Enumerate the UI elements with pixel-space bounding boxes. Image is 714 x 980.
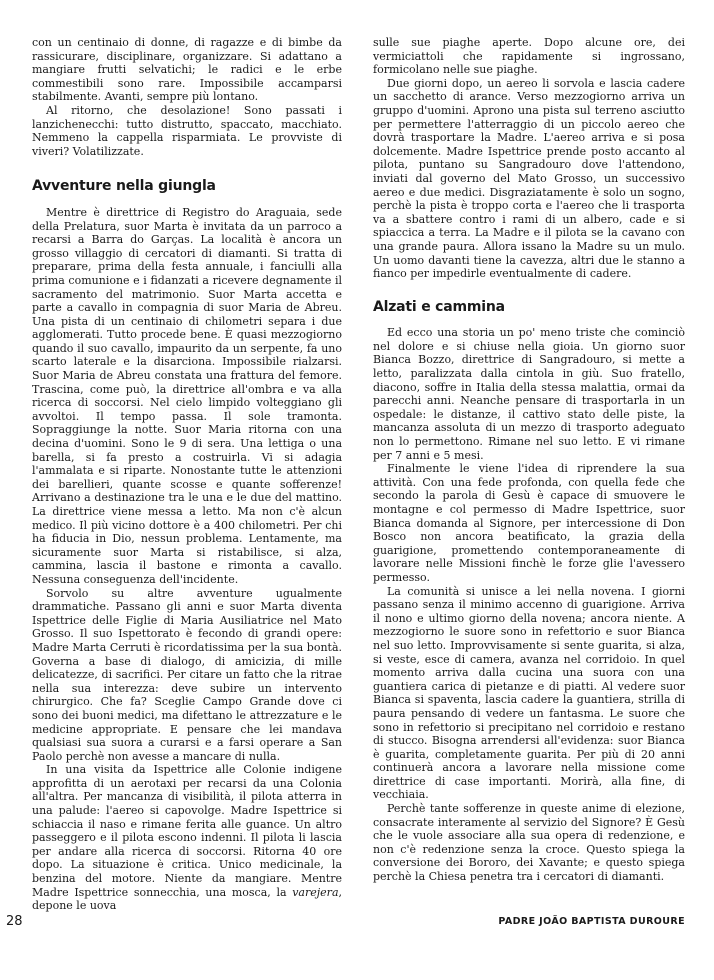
paragraph: con un centinaio di donne, di ragazze e di bimbe da rassicurare, disciplinare, organizzare. Si adattano a mangiare frutti selvatichi; le radici e le erbe commestibili sono rare. Impossibile accamparsi stabilmente. Avanti, sempre più lontano.: [32, 36, 342, 104]
right-column: [373, 36, 685, 884]
paragraph: Ed ecco una storia un po' meno triste che cominciò nel dolore e si chiuse nella gioia. Un giorno suor Bianca Bozzo, direttrice di Sangradouro, si mette a letto, paralizzata dalla cintola in giù. Suo fratello, diacono, soffre in Italia della stessa malattia, ormai da parecchi anni. Neanche pensare di trasportarla in un ospedale: le distanze, il cattivo stato delle piste, la mancanza assoluta di un mezzo di trasporto adeguato non lo permettono. Rimane nel suo letto. E vi rimane per 7 anni e 5 mesi.: [373, 326, 685, 462]
paragraph: Al ritorno, che desolazione! Sono passati i lanzichenecchi: tutto distrutto, spaccato, macchiato. Nemmeno la cappella risparmiata. Le provviste di viveri? Volatilizzate.: [32, 103, 342, 158]
paragraph: sulle sue piaghe aperte. Dopo alcune ore, dei vermiciattoli che rapidamente si ingrossano, formicolano nelle sue piaghe.: [373, 36, 685, 77]
closing-paragraph: Perchè tante sofferenze in queste anime di elezione, consacrate interamente al servizio del Signore? È Gesù che le vuole associare alla sua opera di redenzione, e non c'è redenzione senza la croce. Questo spiega la conversione dei Bororo, dei Xavante; e questo spiega perchè la Chiesa penetra tra i cercatori di diamanti.: [373, 802, 685, 884]
paragraph: Due giorni dopo, un aereo li sorvola e lascia cadere un sacchetto di arance. Verso mezzogiorno arriva un gruppo d'uomini. Aprono una pista sul terreno asciutto per permettere l'atterraggio di un piccolo aereo che dovrà trasportare la Madre. L'aereo arriva e si posa dolcemente. Madre Ispettrice prende posto accanto al pilota, puntano su Sangradouro dove l'attendono, inviati dal governo del Mato Grosso, un successivo aereo e due medici. Disgraziatamente è solo un sogno, perchè la pista è troppo corta e l'aereo che li trasporta va a sbattere contro i rami di un albero, cade e si spiaccica a terra. La Madre e il pilota se la cavano con una grande paura. Allora issano la Madre su un mulo. Un uomo davanti tiene la cavezza, altri due le stanno a fianco per impedirle eventualmente di cadere.: [373, 76, 685, 281]
left-column: [32, 36, 342, 913]
paragraph: Finalmente le viene l'idea di riprendere la sua attività. Con una fede profonda, con quella fede che secondo la parola di Gesù è capace di smuovere le montagne e col permesso di Madre Ispettrice, suor Bianca domanda al Signore, per intercessione di Don Bosco non ancora beatificato, la grazia della guarigione, promettendo contemporaneamente di lavorare nelle Missioni finchè le forze glie l'avessero permesso.: [373, 462, 685, 584]
author-signature: PADRE JOÃO BAPTISTA DUROURE: [498, 916, 685, 927]
paragraph-text: In una visita da Ispettrice alle Colonie indigene approfitta di un aerotaxi per recarsi da una Colonia all'altra. Per mancanza di visibilità, il pilota atterra in una palude: l'aereo si capovolge. Madre Ispettrice si schiaccia il naso e rimane ferita alle guance. Un altro passeggero e il pilota escono indenni. Il pilota li lascia per andare alla ricerca di soccorsi. Ritorna 40 ore dopo. La situazione è critica. Unico medicinale, la benzina del motore. Niente da mangiare. Mentre Madre Ispettrice sonnecchia, una mosca, la: [32, 763, 342, 899]
paragraph: La comunità si unisce a lei nella novena. I giorni passano senza il minimo accenno di guarigione. Arriva il nono e ultimo giorno della novena; ancora niente. A mezzogiorno le suore sono in refettorio e suor Bianca nel suo letto. Improvvisamente si sente guarita, si alza, si veste, esce di camera, avanza nel corridoio. In quel momento arriva dalla cucina una suora con una guantiera carica di pietanze e di piatti. Al vedere suor Bianca si spaventa, lascia cadere la guantiera, strilla di paura pensando di vedere un fantasma. Le suore che sono in refettorio si precipitano nel corridoio e restano di stucco. Bisogna arrendersi all'evidenza: suor Bianca è guarita, completamente guarita. Per più di 20 anni continuerà ancora a lavorare nella missione come direttrice di case importanti. Morirà, alla fine, di vecchiaia.: [373, 584, 685, 802]
section-heading: Avventure nella giungla: [32, 178, 216, 195]
page-number: 28: [6, 914, 23, 929]
italic-term: varejera: [292, 885, 339, 899]
section-heading: Alzati e cammina: [373, 298, 505, 315]
paragraph: Mentre è direttrice di Registro do Araguaia, sede della Prelatura, suor Marta è invitata da un parroco a recarsi a Barra do Garças. La località è ancora un grosso villaggio di cercatori di diamanti. Si tratta di preparare, prima della festa annuale, i fanciulli alla prima comunione e i fidanzati a ricevere degnamente il sacramento del matrimonio. Suor Marta accetta e parte a cavallo in compagnia di suor Maria de Abreu. Una pista di un centinaio di chilometri separa i due agglomerati. Tutto procede bene. È quasi mezzogiorno quando il suo cavallo, impaurito da un serpente, fa uno scarto laterale e la disarciona. Impossibile rialzarsi. Suor Maria de Abreu constata una frattura del femore. Trascina, come può, la direttrice all'ombra e va alla ricerca di soccorsi. Nel cielo limpido volteggiano gli avvoltoi. Il tempo passa. Il sole tramonta. Sopraggiunge la notte. Suor Maria ritorna con una decina d'uomini. Sono le 9 di sera. Una lettiga o una barella, si fa presto a costruirla. Vi si adagia l'ammalata e si riparte. Nonostante tutte le attenzioni dei barellieri, quante scosse e quante sofferenze! Arrivano a destinazione tra le una e le due del mattino. La direttrice viene messa a letto. Ma non c'è alcun medico. Il più vicino dottore è a 400 chilometri. Per chi ha fiducia in Dio, nessun problema. Lentamente, ma sicuramente suor Marta si ristabilisce, si alza, cammina, lascia il bastone e rimonta a cavallo. Nessuna conseguenza dell'incidente.: [32, 205, 342, 586]
paragraph: Sorvolo su altre avventure ugualmente drammatiche. Passano gli anni e suor Marta diventa Ispettrice delle Figlie di Maria Ausiliatrice nel Mato Grosso. Il suo Ispettorato è fecondo di grandi opere: Madre Marta Cerruti è ricordatissima per la sua bontà. Governa a base di dialogo, di amicizia, di mille delicatezze, di sacrifici. Per citare un fatto che la ritrae nella sua interezza: deve subire un intervento chirurgico. Che fa? Sceglie Campo Grande dove ci sono dei buoni medici, ma difettano le attrezzature e le medicine appropriate. E pensare che lei mandava qualsiasi sua suora a curarsi e a farsi operare a San Paolo perchè non avesse a mancare di nulla.: [32, 586, 342, 763]
paragraph-text: , depone le uova: [32, 885, 342, 913]
paragraph: [32, 763, 342, 913]
